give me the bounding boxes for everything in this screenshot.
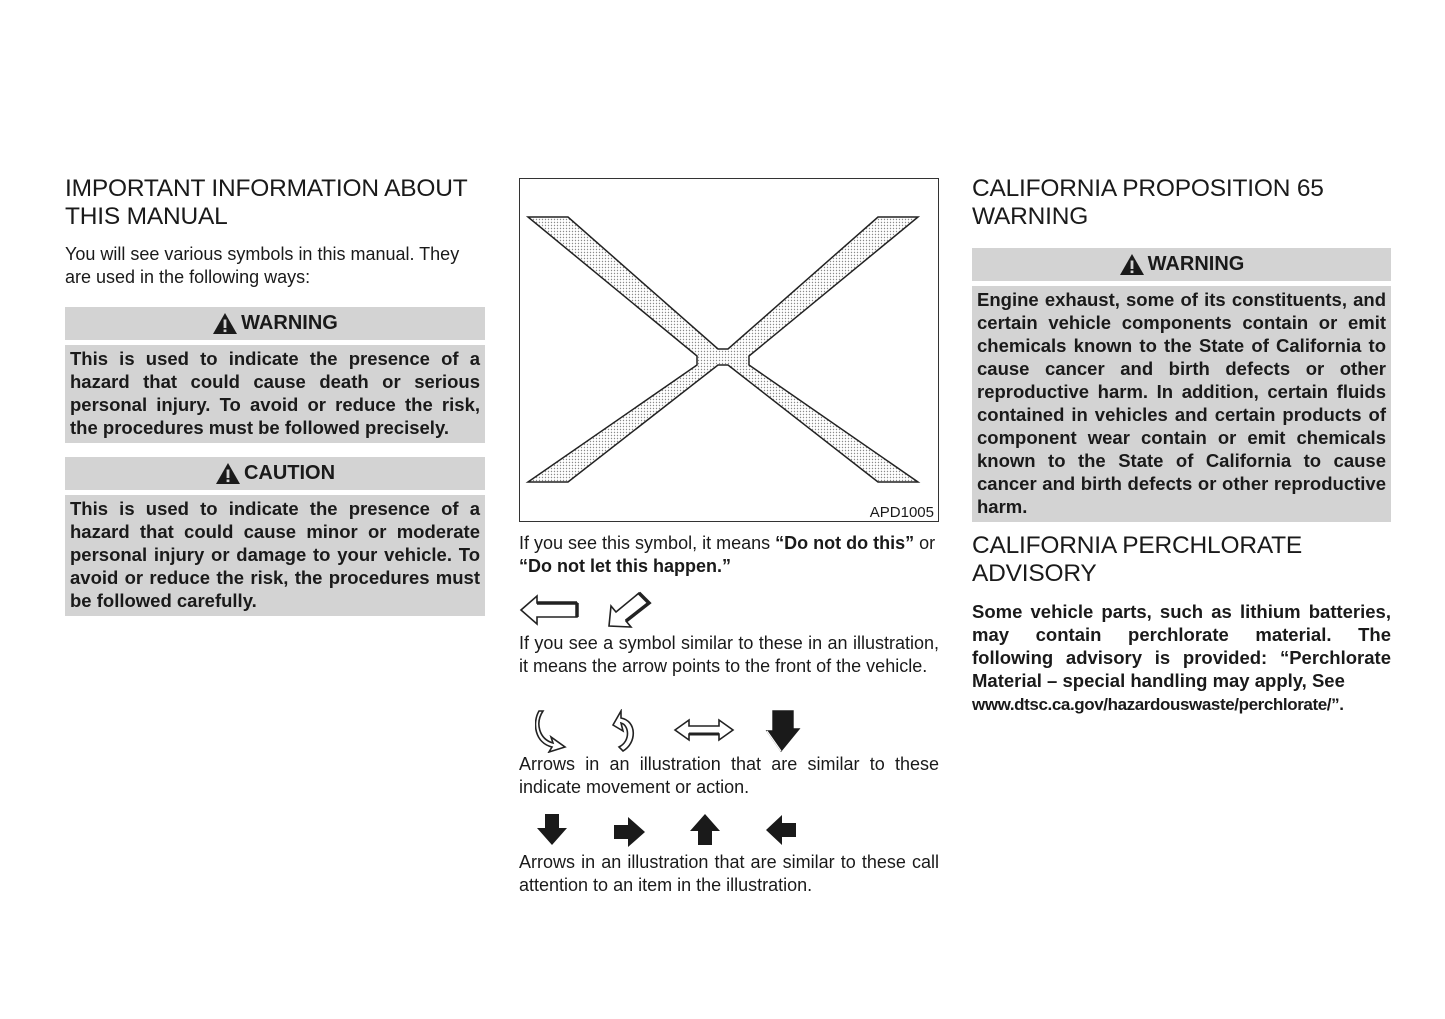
symbol-meaning-text: If you see this symbol, it means “Do not do this” or “Do not let this happen.” xyxy=(519,533,936,576)
caution-text: This is used to indicate the presence of a hazard that could cause minor or moderate personal injury or damage to your vehicle. To avoid or reduce the risk, the procedures must be followed carefully. xyxy=(65,495,485,616)
caution-box xyxy=(65,457,485,616)
front-arrow-diagonal-icon xyxy=(605,590,653,630)
front-arrows-text: If you see a symbol similar to these in an illustration, it means the arrow points to the front of the vehicle. xyxy=(519,633,939,676)
curved-arrow-down-icon xyxy=(535,709,569,753)
attention-arrows-row xyxy=(519,813,939,849)
figure-code: APD1005 xyxy=(869,504,934,521)
arrow-up-icon xyxy=(688,813,722,847)
prop65-warning-header xyxy=(972,248,1391,281)
movement-arrows-row xyxy=(519,709,939,755)
do-not-cross-icon xyxy=(520,179,938,521)
attention-text: Arrows in an illustration that are similar to these call attention to an item in the illustration. xyxy=(519,852,939,895)
prop65-warning-label: WARNING xyxy=(1147,253,1245,275)
caution-header xyxy=(65,457,485,490)
curved-arrow-up-icon xyxy=(607,709,637,753)
caution-triangle-icon xyxy=(215,462,241,485)
perchlorate-heading: CALIFORNIA PERCHLORATE ADVISORY xyxy=(972,532,1303,587)
front-arrows-row xyxy=(519,592,939,630)
prop65-warning-text: Engine exhaust, some of its constituents, and certain vehicle components contain or emit chemicals known to the State of California to cause cancer and birth defects or other reproductive harm. In addition, certain fluids contained in vehicles and certain products of component wear contain or emit chemicals known to the State of California to cause cancer and birth defects or other reproductive harm. xyxy=(972,286,1391,522)
warning-triangle-icon xyxy=(212,312,238,335)
prop65-heading: CALIFORNIA PROPOSITION 65 WARNING xyxy=(972,175,1324,230)
arrow-left-icon xyxy=(764,813,798,847)
warning-box xyxy=(65,307,485,443)
arrow-right-icon xyxy=(613,815,647,849)
prop65-warning-box xyxy=(972,248,1391,522)
manual-info-heading: IMPORTANT INFORMATION ABOUT THIS MANUAL xyxy=(65,175,468,230)
arrow-down-icon xyxy=(535,813,569,847)
do-not-symbol-figure xyxy=(519,178,939,522)
middle-column xyxy=(519,175,939,915)
perchlorate-url: www.dtsc.ca.gov/hazardouswaste/perchlorate/”. xyxy=(972,695,1344,714)
warning-header xyxy=(65,307,485,340)
front-arrow-left-icon xyxy=(519,592,581,628)
right-column xyxy=(972,175,1391,716)
double-arrow-icon xyxy=(673,717,735,743)
left-column xyxy=(65,175,485,616)
warning-triangle-icon xyxy=(1119,253,1145,276)
push-arrow-down-icon xyxy=(763,709,801,753)
movement-text: Arrows in an illustration that are similar to these indicate movement or action. xyxy=(519,754,939,797)
intro-text: You will see various symbols in this manual. They are used in the following ways: xyxy=(65,244,460,287)
caution-label: CAUTION xyxy=(243,462,336,484)
warning-label: WARNING xyxy=(241,312,338,334)
perchlorate-text: Some vehicle parts, such as lithium batteries, may contain perchlorate material. The following advisory is provided: “Perchlorate Material – special handling may apply, See www.dtsc.ca.gov/hazardouswaste/perchlorate/”. xyxy=(972,601,1391,714)
warning-text: This is used to indicate the presence of a hazard that could cause death or serious personal injury. To avoid or reduce the risk, the procedures must be followed precisely. xyxy=(65,345,485,443)
